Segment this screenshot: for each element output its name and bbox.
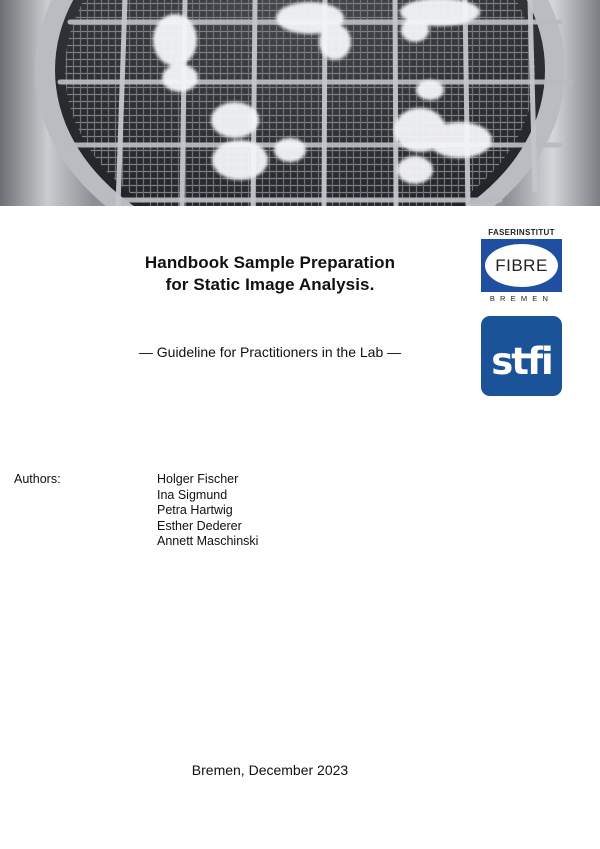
fibre-logo (480, 228, 563, 304)
place-and-date: Bremen, December 2023 (191, 762, 349, 778)
author-name: Ina Sigmund (157, 487, 228, 502)
author-name: Holger Fischer (157, 472, 239, 486)
authors-list (157, 472, 258, 550)
author-name: Annett Maschinski (157, 534, 259, 548)
subtitle: — Guideline for Practitioners in the Lab — (138, 344, 402, 360)
fibre-logo-top-text: FASERINSTITUT (488, 228, 555, 237)
fibre-logo-box (481, 239, 562, 292)
title-line-2: for Static Image Analysis. (165, 275, 375, 294)
fibre-logo-oval (485, 244, 558, 287)
fibre-logo-bottom-text: BREMEN (489, 294, 554, 303)
authors-label: Authors: (14, 472, 61, 486)
cover-photo (0, 0, 600, 206)
stfi-logo-word: stfi (491, 339, 552, 383)
stfi-logo (481, 316, 562, 396)
fibre-logo-word: FIBRE (495, 255, 548, 275)
document-title (120, 252, 420, 296)
title-line-1: Handbook Sample Preparation (144, 253, 396, 272)
author-name: Petra Hartwig (157, 503, 233, 517)
author-name: Esther Dederer (157, 518, 242, 533)
